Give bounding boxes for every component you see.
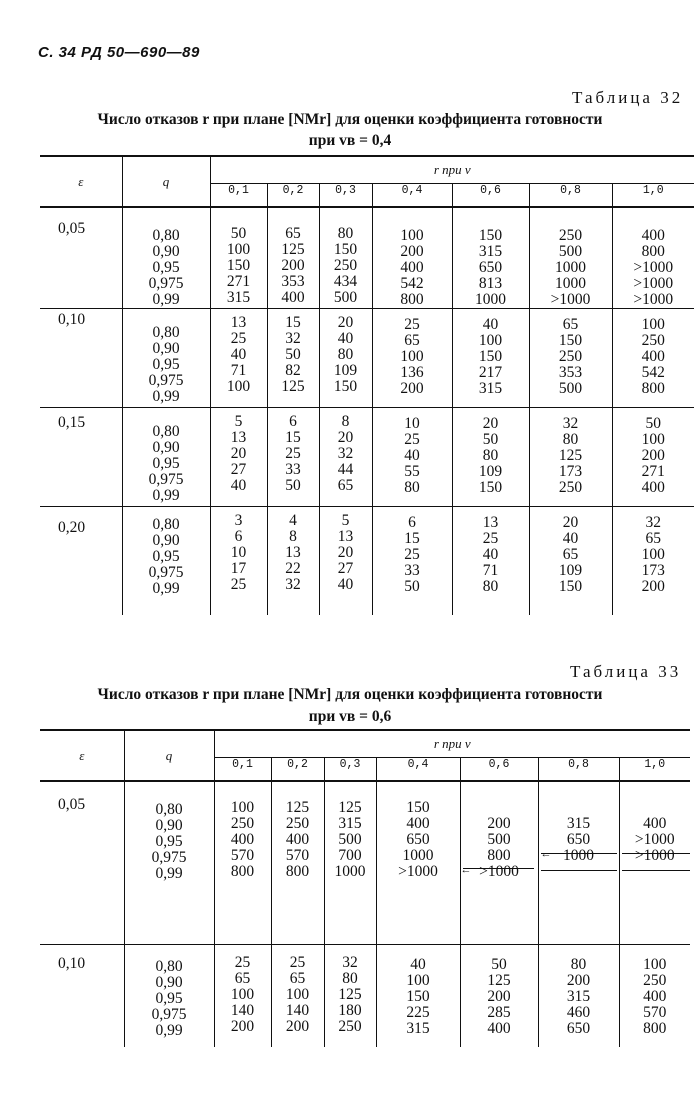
value-cell: 6 15 25 33 50 bbox=[372, 507, 452, 616]
table-32-title: Число отказов r при плане [NMr] для оценки коэффициента готовности bbox=[97, 111, 603, 128]
v-header: 0,6 bbox=[452, 184, 529, 208]
value-cell: 50 100 200 271 400 bbox=[612, 408, 694, 507]
value-cell bbox=[460, 792, 538, 945]
value-cell: 20 40 80 109 150 bbox=[319, 309, 372, 408]
value-cell: 40 100 150 217 315 bbox=[452, 309, 529, 408]
v-header: 0,2 bbox=[271, 758, 324, 782]
value-cell: 100 250 400 542 800 bbox=[612, 309, 694, 408]
q-cell: 0,80 0,90 0,95 0,975 0,99 bbox=[122, 309, 210, 408]
v-header: 1,0 bbox=[612, 184, 694, 208]
value-cell: 20 50 80 109 150 bbox=[452, 408, 529, 507]
v-header: 1,0 bbox=[619, 758, 690, 782]
ditto-line bbox=[622, 853, 691, 854]
table-row bbox=[40, 309, 694, 408]
eps-cell: 0,10 bbox=[40, 945, 124, 1048]
eps-cell: 0,05 bbox=[58, 796, 86, 813]
value-cell: 150 315 650 813 1000 bbox=[452, 218, 529, 309]
value-cell: 100 250 400 570 800 bbox=[214, 792, 271, 945]
q-cell: 0,80 0,90 0,95 0,975 0,99 bbox=[122, 507, 210, 616]
table-32-label: Таблица 32 bbox=[572, 88, 684, 107]
table-row bbox=[40, 408, 694, 507]
q-cell: 0,80 0,90 0,95 0,975 0,99 bbox=[122, 218, 210, 309]
value-cell: 13 25 40 71 100 bbox=[210, 309, 267, 408]
value-cell-text: 315 650 1000 bbox=[563, 815, 594, 864]
value-cell: 80 150 250 434 500 bbox=[319, 218, 372, 309]
value-cell: 10 25 40 55 80 bbox=[372, 408, 452, 507]
value-cell: 5 13 20 27 40 bbox=[210, 408, 267, 507]
value-cell: 65 150 250 353 500 bbox=[529, 309, 612, 408]
v-header: 0,8 bbox=[529, 184, 612, 208]
value-cell: 32 80 125 180 250 bbox=[324, 945, 376, 1048]
value-cell: 100 200 400 542 800 bbox=[372, 218, 452, 309]
value-cell: 400 800 >1000 >1000 >1000 bbox=[612, 218, 694, 309]
table-row bbox=[40, 792, 690, 945]
q-cell: 0,80 0,90 0,95 0,975 0,99 bbox=[124, 792, 214, 945]
eps-cell: 0,10 bbox=[40, 309, 122, 408]
ditto-line bbox=[622, 870, 691, 871]
page-header: С. 34 РД 50—690—89 bbox=[38, 44, 200, 61]
v-header: 0,3 bbox=[324, 758, 376, 782]
col-q-header: q bbox=[124, 730, 214, 781]
v-header: 0,4 bbox=[372, 184, 452, 208]
group-header: r при v bbox=[214, 730, 690, 758]
q-cell: 0,80 0,90 0,95 0,975 0,99 bbox=[122, 408, 210, 507]
table-33-title: Число отказов r при плане [NMr] для оценки коэффициента готовности bbox=[97, 686, 603, 703]
col-q-header: q bbox=[122, 156, 210, 207]
v-header: 0,1 bbox=[210, 184, 267, 208]
value-cell-text: 400 >1000 >1000 bbox=[634, 815, 675, 864]
value-cell: 3 6 10 17 25 bbox=[210, 507, 267, 616]
eps-cell: 0,05 bbox=[58, 220, 86, 237]
table-row bbox=[40, 218, 694, 309]
value-cell: 100 250 400 570 800 bbox=[619, 945, 690, 1048]
table-33-label: Таблица 33 bbox=[570, 662, 682, 681]
value-cell: 50 100 150 271 315 bbox=[210, 218, 267, 309]
value-cell bbox=[619, 792, 690, 945]
value-cell: 65 125 200 353 400 bbox=[267, 218, 319, 309]
value-cell: 25 65 100 136 200 bbox=[372, 309, 452, 408]
table-row bbox=[40, 945, 690, 1048]
value-cell: 150 400 650 1000 >1000 bbox=[376, 792, 460, 945]
table-33-subtitle: при vв = 0,6 bbox=[308, 708, 392, 725]
v-header: 0,2 bbox=[267, 184, 319, 208]
value-cell: 25 65 100 140 200 bbox=[271, 945, 324, 1048]
ditto-line bbox=[541, 870, 617, 871]
value-cell: 80 200 315 460 650 bbox=[538, 945, 619, 1048]
value-cell: 125 315 500 700 1000 bbox=[324, 792, 376, 945]
value-cell: 6 15 25 33 50 bbox=[267, 408, 319, 507]
ditto-arrow-icon: ← bbox=[540, 848, 552, 860]
v-header: 0,4 bbox=[376, 758, 460, 782]
q-cell: 0,80 0,90 0,95 0,975 0,99 bbox=[124, 945, 214, 1048]
eps-cell: 0,20 bbox=[40, 507, 122, 616]
value-cell: 13 25 40 71 80 bbox=[452, 507, 529, 616]
value-cell: 40 100 150 225 315 bbox=[376, 945, 460, 1048]
value-cell: 15 32 50 82 125 bbox=[267, 309, 319, 408]
value-cell: 5 13 20 27 40 bbox=[319, 507, 372, 616]
group-header: r при v bbox=[210, 156, 694, 184]
value-cell: 25 65 100 140 200 bbox=[214, 945, 271, 1048]
value-cell: 20 40 65 109 150 bbox=[529, 507, 612, 616]
value-cell bbox=[538, 792, 619, 945]
col-eps-header: ε bbox=[40, 156, 122, 207]
value-cell: 32 80 125 173 250 bbox=[529, 408, 612, 507]
value-cell: 8 20 32 44 65 bbox=[319, 408, 372, 507]
table-33 bbox=[40, 729, 690, 1047]
value-cell: 50 125 200 285 400 bbox=[460, 945, 538, 1048]
ditto-arrow-icon bbox=[463, 868, 534, 869]
table-32-subtitle: при vв = 0,4 bbox=[308, 132, 392, 149]
table-32 bbox=[40, 155, 694, 615]
value-cell: 250 500 1000 1000 >1000 bbox=[529, 218, 612, 309]
eps-cell: 0,15 bbox=[40, 408, 122, 507]
col-eps-header: ε bbox=[40, 730, 124, 781]
value-cell: 125 250 400 570 800 bbox=[271, 792, 324, 945]
ditto-arrow-icon bbox=[541, 853, 617, 854]
v-header: 0,3 bbox=[319, 184, 372, 208]
v-header: 0,1 bbox=[214, 758, 271, 782]
value-cell: 32 65 100 173 200 bbox=[612, 507, 694, 616]
v-header: 0,6 bbox=[460, 758, 538, 782]
value-cell-text: 200 500 800 >1000 bbox=[479, 815, 519, 880]
value-cell: 4 8 13 22 32 bbox=[267, 507, 319, 616]
table-row bbox=[40, 507, 694, 616]
v-header: 0,8 bbox=[538, 758, 619, 782]
ditto-arrow-icon: ← bbox=[460, 864, 472, 876]
